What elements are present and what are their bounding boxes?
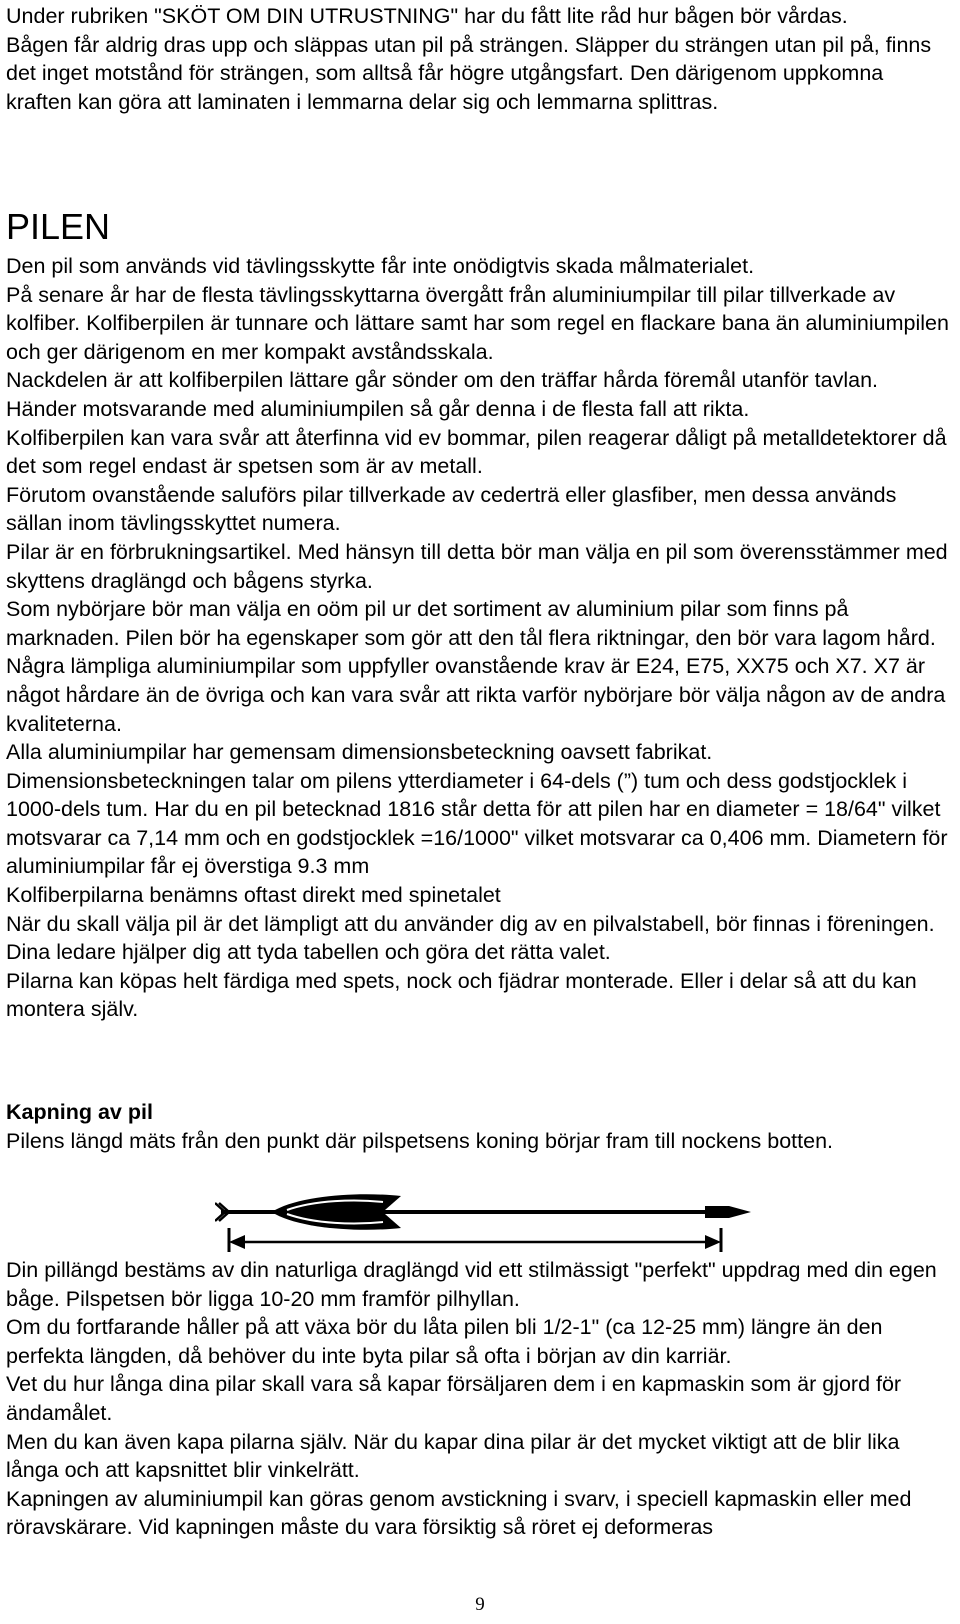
section-heading-kapning: Kapning av pil [6, 1100, 153, 1124]
kapning-body-text: Din pillängd bestäms av din naturliga draglängd vid ett stilmässigt "perfekt" uppdrag med din egen båge. Pilspetsen bör ligga 10-20 mm framför pilhyllan. Om du fortfarande håller på att växa bör du låta pilen bli 1/2-1" (ca 12-25 mm) längre än den perfekta längden, då behöver du inte byta pilar så ofta i början av din karriär. Vet du hur långa dina pilar skall vara så kapar försäljaren dem i en kapmaskin som är gjord för ändamålet. Men du kan även kapa pilarna själv. När du kapar dina pilar är det mycket viktigt att de blir lika långa och att kapsnittet blir vinkelrätt. Kapningen av aluminiumpil kan göras genom avstickning i svarv, i speciell kapmaskin eller med röravskärare. Vid kapningen måste du vara försiktig så röret ej deformeras [6, 1258, 937, 1540]
arrow-shaft [221, 1210, 711, 1214]
arrow-length-diagram-icon [215, 1192, 759, 1252]
measure-arrowhead-left [229, 1235, 245, 1249]
pilen-body-text: Den pil som används vid tävlingsskytte får inte onödigtvis skada målmaterialet. På senare år har de flesta tävlingsskyttarna övergått från aluminiumpilar till pilar tillverkade av kolfiber. Kolfiberpilen är tunnare och lättare samt har som regel en flackare bana än aluminiumpilen och ger därigenom en mer kompakt avståndsskala. Nackdelen är att kolfiberpilen lättare går sönder om den träffar hårda föremål utanför tavlan. Händer motsvarande med aluminiumpilen så går denna i de flesta fall att rikta. Kolfiberpilen kan vara svår att återfinna vid ev bommar, pilen reagerar dåligt på metalldetektorer då det som regel endast är spetsen som är av metall. Förutom ovanstående saluförs pilar tillverkade av cederträ eller glasfiber, men dessa används sällan inom tävlingsskyttet numera. Pilar är en förbrukningsartikel. Med hänsyn till detta bör man välja en pil som överensstämmer med skyttens draglängd och bågens styrka. Som nybörjare bör man välja en oöm pil ur det sortiment av aluminium pilar som finns på marknaden. Pilen bör ha egenskaper som gör att den tål flera riktningar, den bör vara lagom hård. Några lämpliga aluminiumpilar som uppfyller ovanstående krav är E24, E75, XX75 och X7. X7 är något hårdare än de övriga och kan vara svår att rikta varför nybörjare bör välja någon av de andra kvaliteterna. Alla aluminiumpilar har gemensam dimensionsbeteckning oavsett fabrikat. Dimensionsbeteckningen talar om pilens ytterdiameter i 64-dels (”) tum och dess godstjocklek i 1000-dels tum. Har du en pil betecknad 1816 står detta för att pilen har en diameter = 18/64" vilket motsvarar ca 7,14 mm och en godstjocklek =16/1000" vilket motsvarar ca 0,406 mm. Diametern för aluminiumpilar får ej överstiga 9.3 mm Kolfiberpilarna benämns oftast direkt med spinetalet När du skall välja pil är det lämpligt att du använder dig av en pilvalstabell, bör finnas i föreningen. Dina ledare hjälper dig att tyda tabellen och göra det rätta valet. Pilarna kan köpas helt färdiga med spets, nock och fjädrar monterade. Eller i delar så att du kan montera själv. [6, 254, 949, 1022]
page-number: 9 [475, 1594, 485, 1615]
intro-paragraph: Under rubriken "SKÖT OM DIN UTRUSTNING" har du fått lite råd hur bågen bör vårdas. Bågen får aldrig dras upp och släppas utan pil på strängen. Släpper du strängen utan pil på, finns det inget motstånd för strängen, som alltså får högre utgångsfart. Den därigenom uppkomna kraften kan göra att laminaten i lemmarna delar sig och lemmarna splittras. [6, 4, 932, 114]
arrow-point [705, 1206, 751, 1218]
section-heading-pilen: PILEN [6, 206, 111, 247]
kapning-intro-text: Pilens längd mäts från den punkt där pilspetsens koning börjar fram till nockens botten. [6, 1129, 834, 1153]
measure-arrowhead-right [705, 1235, 721, 1249]
